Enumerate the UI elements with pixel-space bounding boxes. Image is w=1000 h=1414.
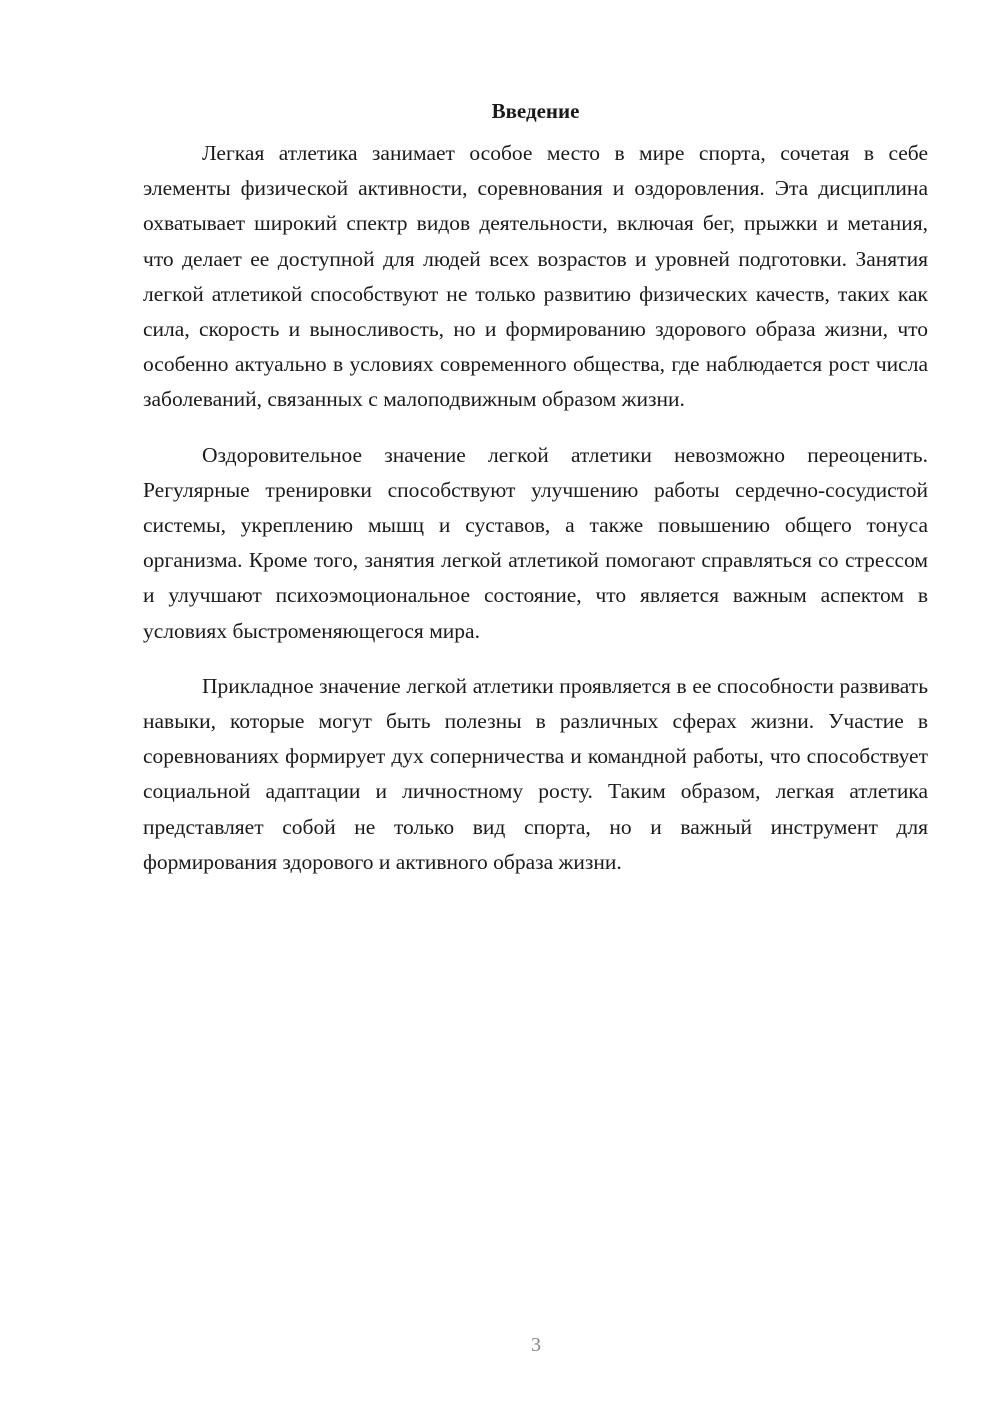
paragraph-applied-value: Прикладное значение легкой атлетики проявляется в ее способности развивать навыки, которые могут быть полезны в различных сферах жизни. Участие в соревнованиях формирует дух соперничества и командной работы, что способствует социальной адаптации и личностному росту. Таким образом, легкая атлетика представляет собой не только вид спорта, но и важный инструмент для формирования здорового и активного образа жизни. xyxy=(143,673,928,874)
paragraph-health-value: Оздоровительное значение легкой атлетики невозможно переоценить. Регулярные тренировки способствуют улучшению работы сердечно-сосудистой системы, укреплению мышц и суставов, а также повышению общего тонуса организма. Кроме того, занятия легкой атлетикой помогают справляться со стрессом и улучшают психоэмоциональное состояние, что является важным аспектом в условиях быстроменяющегося мира. xyxy=(143,442,928,643)
paragraph-intro: Легкая атлетика занимает особое место в мире спорта, сочетая в себе элементы физической активности, соревнования и оздоровления. Эта дисциплина охватывает широкий спектр видов деятельности, включая бег, прыжки и метания, что делает ее доступной для людей всех возрастов и уровней подготовки. Занятия легкой атлетикой способствуют не только развитию физических качеств, таких как сила, скорость и выносливость, но и формированию здорового образа жизни, что особенно актуально в условиях современного общества, где наблюдается рост числа заболеваний, связанных с малоподвижным образом жизни. xyxy=(143,141,928,412)
section-title: Введение xyxy=(491,99,580,123)
page-number: 3 xyxy=(531,1334,541,1356)
page-content xyxy=(143,96,928,900)
